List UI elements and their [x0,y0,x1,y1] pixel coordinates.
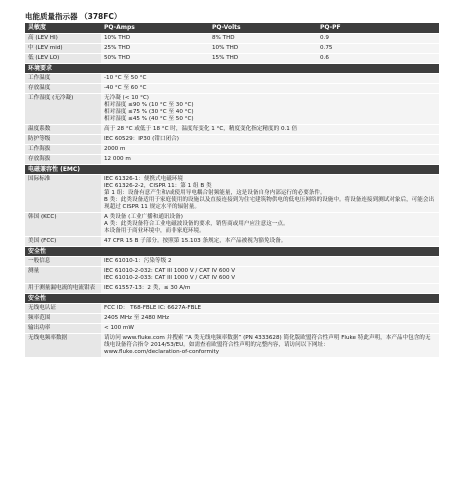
pq-header-cell: PQ-Volts [209,23,317,33]
spec-value-line: 请访问 www.fluke.com 并搜索 “A 类无线电频率数据” (PN 4333628) 简化版欧盟符合性声明 Fluke 特此声明，本产品中包含的无线电设备符合指令 2014/53/EU。如需查看欧盟符合性声明的完整内容，请访问以下网址： [104,334,431,348]
spec-label: 工作海拔 [25,144,101,154]
spec-row [25,256,439,266]
spec-label: 存放温度 [25,83,101,93]
spec-value [101,144,439,154]
spec-label: 温度系数 [25,124,101,134]
spec-label: 频率范围 [25,313,101,323]
section-heading: 环境要求 [25,63,439,73]
pq-sensitivity: 高 (LEV HI) [25,33,101,43]
spec-value-line: A 类：此类设备符合工业电磁波设备的要求，销售商或用户应注意这一点。 [104,220,289,227]
spec-value-line: 相对湿度 ≤45 % (40 °C 至 50 °C) [104,115,194,122]
spec-row [25,174,439,212]
pq-volts: 10% THD [209,43,317,53]
spec-row [25,73,439,83]
spec-row [25,93,439,124]
spec-row [25,323,439,333]
section-heading: 安全性 [25,246,439,256]
spec-row [25,124,439,134]
spec-label: 存放海拔 [25,154,101,164]
section-heading: 电磁兼容性 (EMC) [25,164,439,174]
spec-value-line: 2000 m [104,145,126,152]
spec-label: 输出功率 [25,323,101,333]
spec-label: 工作湿度 (无冷凝) [25,93,101,124]
spec-label: 国际标准 [25,174,101,212]
spec-value-line: -10 °C 至 50 °C [104,74,147,81]
page-title: 电能质量指示器 （378FC） [25,12,122,21]
spec-row [25,313,439,323]
spec-value-line: < 100 mW [104,324,134,331]
spec-label: 无线电认证 [25,303,101,313]
spec-row [25,236,439,246]
spec-value-line: 第 1 组：设备有意产生和/或使用导电耦合射频能量，这是设备自身内部运行的必要条件。 [104,189,326,196]
section-heading: 安全性 [25,293,439,303]
spec-value [101,154,439,164]
pq-row [25,53,439,63]
spec-value [101,256,439,266]
spec-value [101,323,439,333]
spec-value-line: 相对湿度 ≤75 % (30 °C 至 40 °C) [104,108,194,115]
spec-value-line: IEC 61010-2-033: CAT III 1000 V / CAT IV 600 V [104,274,236,281]
spec-label: 用于测量漏电流的电流钳表 [25,283,101,293]
spec-value [101,283,439,293]
spec-value-line: 无冷凝 (< 10 °C) [104,94,149,101]
pq-pf: 0.75 [317,43,439,53]
pq-row [25,33,439,43]
spec-value-line: www.fluke.com/declaration-of-conformity [104,348,220,355]
spec-row [25,283,439,293]
pq-pf: 0.6 [317,53,439,63]
spec-value-line: -40 °C 至 60 °C [104,84,147,91]
spec-value [101,313,439,323]
spec-label: 防护等级 [25,134,101,144]
pq-amps: 50% THD [101,53,209,63]
spec-row [25,212,439,236]
pq-amps: 25% THD [101,43,209,53]
spec-label: 无线电频率数据 [25,333,101,357]
pq-amps: 10% THD [101,33,209,43]
spec-value [101,212,439,236]
spec-row [25,333,439,357]
spec-value-line: FCC ID： T68-FBLE IC: 6627A-FBLE [104,304,202,311]
spec-value-line: 47 CFR 15 B 子部分。按照第 15.103 条规定，本产品被视为豁免设备。 [104,237,287,244]
spec-label: 一般信息 [25,256,101,266]
spec-row [25,154,439,164]
spec-value [101,333,439,357]
pq-volts: 15% THD [209,53,317,63]
spec-value [101,303,439,313]
spec-label: 韩国 (KCC) [25,212,101,236]
pq-header-cell: PQ-PF [317,23,439,33]
spec-label: 工作温度 [25,73,101,83]
spec-value-line: 12 000 m [104,155,131,162]
spec-value-line: IEC 61326-1：便携式电磁环境 [104,175,183,182]
spec-label: 测量 [25,266,101,283]
spec-value [101,73,439,83]
spec-row [25,303,439,313]
pq-volts: 8% THD [209,33,317,43]
pq-header-row [25,23,439,33]
spec-value-line: 本设备用于商业环境中，而非家庭环境。 [104,227,205,234]
spec-value-line: A 类设备 (工业广播和通讯设备) [104,213,183,220]
spec-value-line: 相对湿度 ≤90 % (10 °C 至 30 °C) [104,101,194,108]
spec-row [25,83,439,93]
spec-value [101,83,439,93]
spec-value [101,93,439,124]
pq-header-cell: 灵敏度 [25,23,101,33]
spec-label: 美国 (FCC) [25,236,101,246]
spec-value-line: IEC 60529：IP30 (钳口闭合) [104,135,179,142]
section-header-row [25,246,439,256]
spec-page [25,10,439,358]
spec-row [25,144,439,154]
section-header-row [25,63,439,73]
section-header-row [25,164,439,174]
spec-value [101,174,439,212]
spec-value [101,124,439,134]
spec-table [25,23,439,358]
spec-value [101,134,439,144]
spec-value-line: IEC 61326-2-2，CISPR 11：第 1 组 B 类 [104,182,212,189]
spec-value-line: IEC 61557-13：2 类，≤ 30 A/m [104,284,191,291]
spec-value-line: IEC 61010-2-032: CAT III 1000 V / CAT IV 600 V [104,267,236,274]
spec-row [25,134,439,144]
pq-row [25,43,439,53]
spec-value-line: IEC 61010-1：污染等级 2 [104,257,172,264]
spec-value [101,266,439,283]
pq-header-cell: PQ-Amps [101,23,209,33]
spec-value [101,236,439,246]
spec-value-line: 2405 MHz 至 2480 MHz [104,314,170,321]
spec-value-line: 高于 28 °C 或低于 18 °C 时，温度每变化 1 °C，精度变化指定精度的 0.1 倍 [104,125,298,132]
spec-row [25,266,439,283]
section-header-row [25,293,439,303]
pq-pf: 0.9 [317,33,439,43]
pq-sensitivity: 低 (LEV LO) [25,53,101,63]
spec-value-line: B 类：此类设备适用于家庭使用的设施以及直接连接到为住宅建筑物供电的低电压网络的设施中。将设备连接到测试对象后，可能会出现超过 CISPR 11 规定水平的辐射量。 [104,196,435,210]
pq-sensitivity: 中 (LEV mid) [25,43,101,53]
